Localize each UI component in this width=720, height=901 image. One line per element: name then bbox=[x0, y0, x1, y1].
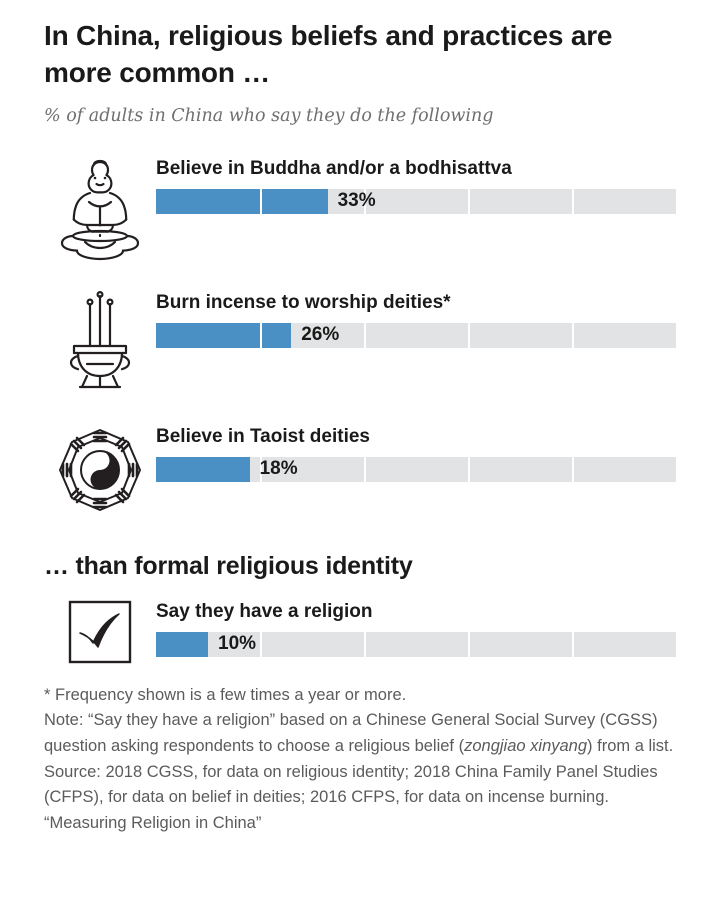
chart-row bbox=[44, 152, 676, 268]
footnote-source: Source: 2018 CGSS, for data on religious identity; 2018 China Family Panel Studies (CFPS), for data on belief in deities; 2016 CFPS, for data on incense burning. bbox=[44, 762, 658, 807]
bar-fill bbox=[156, 632, 208, 657]
note-pre: Note: “Say they have a religion” based on a Chinese General Social Survey (CGSS) question asking respondents to choose a religious belief ( bbox=[44, 711, 658, 756]
incense-burner-icon bbox=[44, 286, 156, 402]
bar-track bbox=[156, 189, 676, 214]
footnotes bbox=[44, 683, 676, 836]
footnote-asterisk: * Frequency shown is a few times a year or more. bbox=[44, 685, 407, 704]
note-post: ) from a list. bbox=[587, 737, 674, 756]
chart-row bbox=[44, 420, 676, 524]
checkbox-check-icon bbox=[44, 595, 156, 665]
bar-track bbox=[156, 323, 676, 348]
note-italic-term: zongjiao xinyang bbox=[464, 737, 588, 756]
bar-label: Burn incense to worship deities* bbox=[156, 291, 451, 313]
bar-group bbox=[156, 420, 676, 482]
chart-row bbox=[44, 286, 676, 402]
bar-group bbox=[156, 595, 676, 657]
page-title: In China, religious beliefs and practices are more common … bbox=[44, 20, 613, 88]
buddha-icon bbox=[44, 152, 156, 268]
bar-value-label: 26% bbox=[301, 324, 340, 346]
bar-value-label: 10% bbox=[218, 633, 257, 655]
footnote-note bbox=[44, 708, 676, 759]
bar-fill bbox=[156, 323, 291, 348]
footnote-report: “Measuring Religion in China” bbox=[44, 813, 262, 832]
bar-value-label: 33% bbox=[337, 190, 376, 212]
page-subtitle: % of adults in China who say they do the following bbox=[44, 105, 494, 126]
bar-fill bbox=[156, 457, 250, 482]
bar-label: Believe in Taoist deities bbox=[156, 425, 371, 447]
bar-label: Say they have a religion bbox=[156, 600, 373, 622]
bar-fill bbox=[156, 189, 328, 214]
bar-track bbox=[156, 632, 676, 657]
chart-row bbox=[44, 595, 676, 665]
section-title: … than formal religious identity bbox=[44, 551, 413, 580]
bar-group bbox=[156, 152, 676, 214]
bagua-yin-yang-icon bbox=[44, 420, 156, 524]
bar-group bbox=[156, 286, 676, 348]
bar-value-label: 18% bbox=[259, 458, 298, 480]
bar-track bbox=[156, 457, 676, 482]
bar-label: Believe in Buddha and/or a bodhisattva bbox=[156, 157, 512, 179]
